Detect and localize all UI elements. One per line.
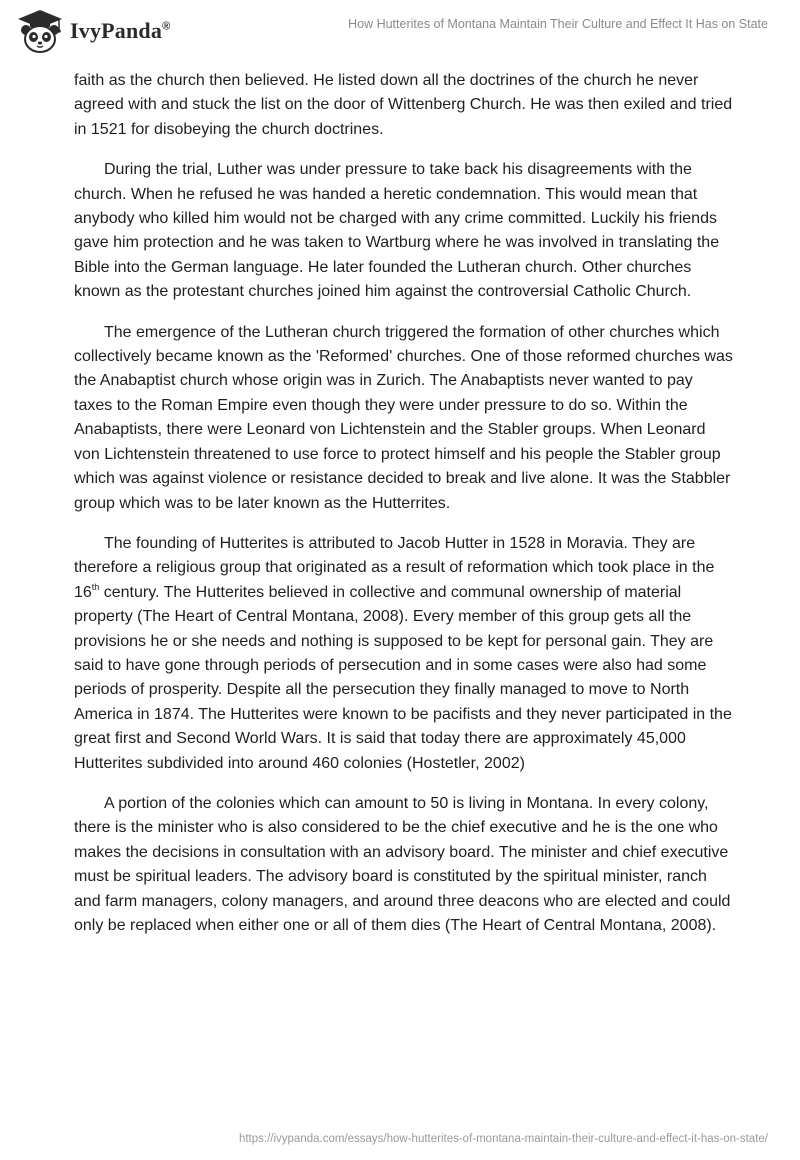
paragraph-1: faith as the church then believed. He listed down all the doctrines of the church he never agreed with and stuck the list on the door of Wittenberg Church. He was then exiled and tried in 1521 for disobeying the church doctrines. xyxy=(74,72,733,138)
logo-wordmark: IvyPanda® xyxy=(70,18,171,43)
ordinal-suffix: th xyxy=(91,581,100,592)
essay-body xyxy=(74,69,734,954)
paragraph-4-part-2: century. The Hutterites believed in collective and communal ownership of material property (The Heart of Central Montana, 2008). Every member of this group gets all the provisions he or she needs and nothing is supposed to be kept for personal gain. They are said to have gone through periods of persecution and in some cases were also had some periods of prosperity. Despite all the persecution they finally managed to move to North America in 1874. The Hutterites were known to be pacifists and they never participated in the great first and Second World Wars. It is said that today there are approximately 45,000 Hutterites subdivided into around 460 colonies (Hostetler, 2002) xyxy=(74,583,732,772)
paragraph-2: During the trial, Luther was under pressure to take back his disagreements with the church. When he refused he was handed a heretic condemnation. This would mean that anybody who killed him would not be charged with any crime committed. Luckily his friends gave him protection and he was taken to Wartburg where he was involved in translating the Bible into the German language. He later founded the Lutheran church. Other churches known as the protestant churches joined him against the controversial Catholic Church. xyxy=(74,161,720,301)
ivypanda-logo[interactable] xyxy=(16,8,170,54)
paragraph-3: The emergence of the Lutheran church triggered the formation of other churches which collectively became known as the 'Reformed' churches. One of those reformed churches was the Anabaptist church whose origin was in Zurich. The Anabaptists never wanted to pay taxes to the Roman Empire even though they were under pressure to do so. Within the Anabaptists, there were Leonard von Lichtenstein and the Stabler groups. When Leonard von Lichtenstein threatened to use force to protect himself and his people the Stabler group which was against violence or resistance decided to break and live alone. It was the Stabbler group which was to be later known as the Hutterrites. xyxy=(74,323,733,512)
paragraph-4 xyxy=(74,532,734,776)
page-header xyxy=(0,0,800,66)
essay-title: How Hutterites of Montana Maintain Their Culture and Effect It Has on State xyxy=(348,17,768,31)
paragraph-5: A portion of the colonies which can amount to 50 is living in Montana. In every colony, there is the minister who is also considered to be the chief executive and he is the one who makes the decisions in consultation with an advisory board. The minister and chief executive must be spiritual leaders. The advisory board is constituted by the spiritual minister, ranch and farm managers, colony managers, and around three deacons who are elected and could only be replaced when either one or all of them dies (The Heart of Central Montana, 2008). xyxy=(74,794,731,934)
panda-mascot-icon xyxy=(16,8,64,54)
source-url[interactable]: https://ivypanda.com/essays/how-hutterites-of-montana-maintain-their-culture-and-effect-it-has-on-state/ xyxy=(238,1133,768,1145)
paragraph-4-part-1: The founding of Hutterites is attributed to Jacob Hutter in 1528 in Moravia. They are therefore a religious group that originated as a result of reformation which took place in the 16 xyxy=(74,534,715,601)
